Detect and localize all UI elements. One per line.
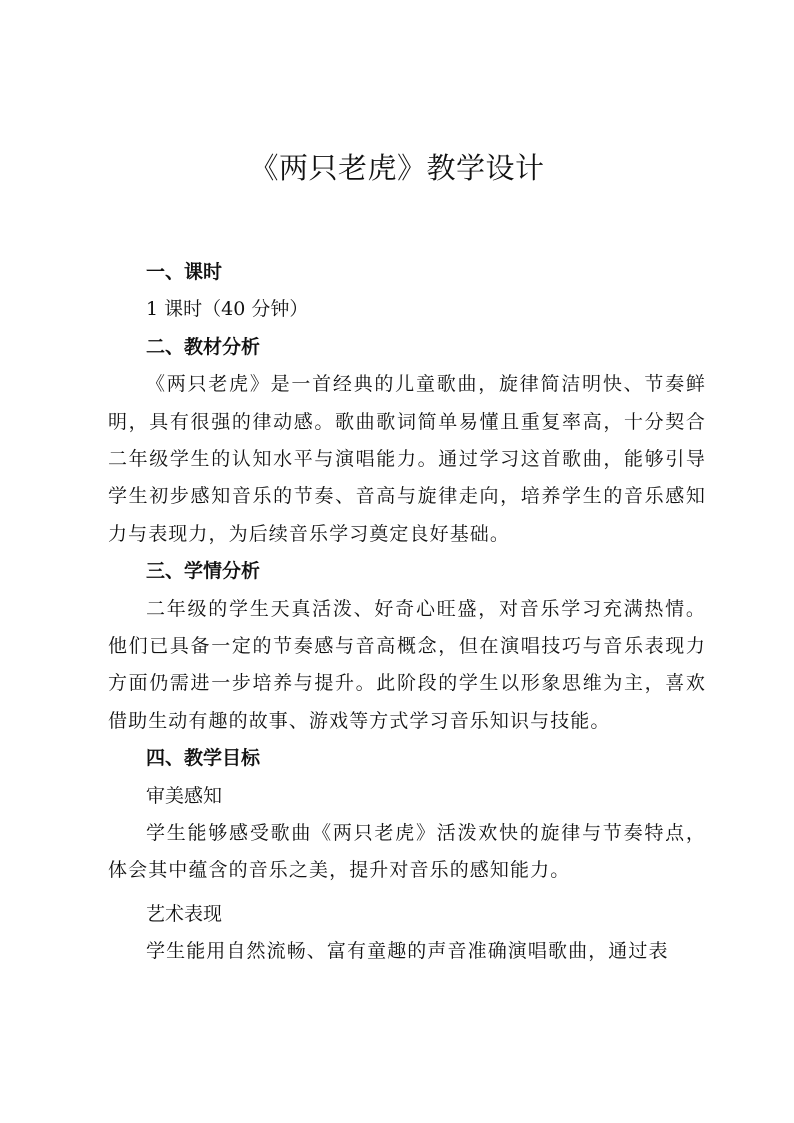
objective-artistic-expression-paragraph: 学生能用自然流畅、富有童趣的声音准确演唱歌曲，通过表 — [146, 940, 669, 963]
section-heading-student-analysis: 三、学情分析 — [146, 560, 261, 583]
class-hours-text: 1 课时（40 分钟） — [146, 298, 309, 321]
material-analysis-paragraph: 《两只老虎》是一首经典的儿童歌曲，旋律简洁明快、节奏鲜明，具有很强的律动感。歌曲歌词简单易懂且重复率高，十分契合二年级学生的认知水平与演唱能力。通过学习这首歌曲，能够引导学生初步感知音乐的节奏、音高与旋律走向，培养学生的音乐感知力与表现力，为后续音乐学习奠定良好基础。 — [108, 373, 706, 545]
document-body — [108, 254, 706, 971]
student-analysis-paragraph: 二年级的学生天真活泼、好奇心旺盛，对音乐学习充满热情。他们已具备一定的节奏感与音高概念，但在演唱技巧与音乐表现力方面仍需进一步培养与提升。此阶段的学生以形象思维为主，喜欢借助生动有趣的故事、游戏等方式学习音乐知识与技能。 — [108, 597, 706, 732]
objective-aesthetic-perception-label: 审美感知 — [146, 784, 223, 807]
section-heading-teaching-objectives: 四、教学目标 — [146, 747, 261, 770]
objective-artistic-expression-label: 艺术表现 — [146, 902, 223, 925]
document-title: 《两只老虎》教学设计 — [249, 151, 545, 185]
section-heading-class-hours: 一、课时 — [146, 261, 223, 283]
objective-aesthetic-perception-paragraph: 学生能够感受歌曲《两只老虎》活泼欢快的旋律与节奏特点，体会其中蕴含的音乐之美，提升对音乐的感知能力。 — [108, 822, 706, 882]
section-heading-material-analysis: 二、教材分析 — [146, 335, 261, 358]
